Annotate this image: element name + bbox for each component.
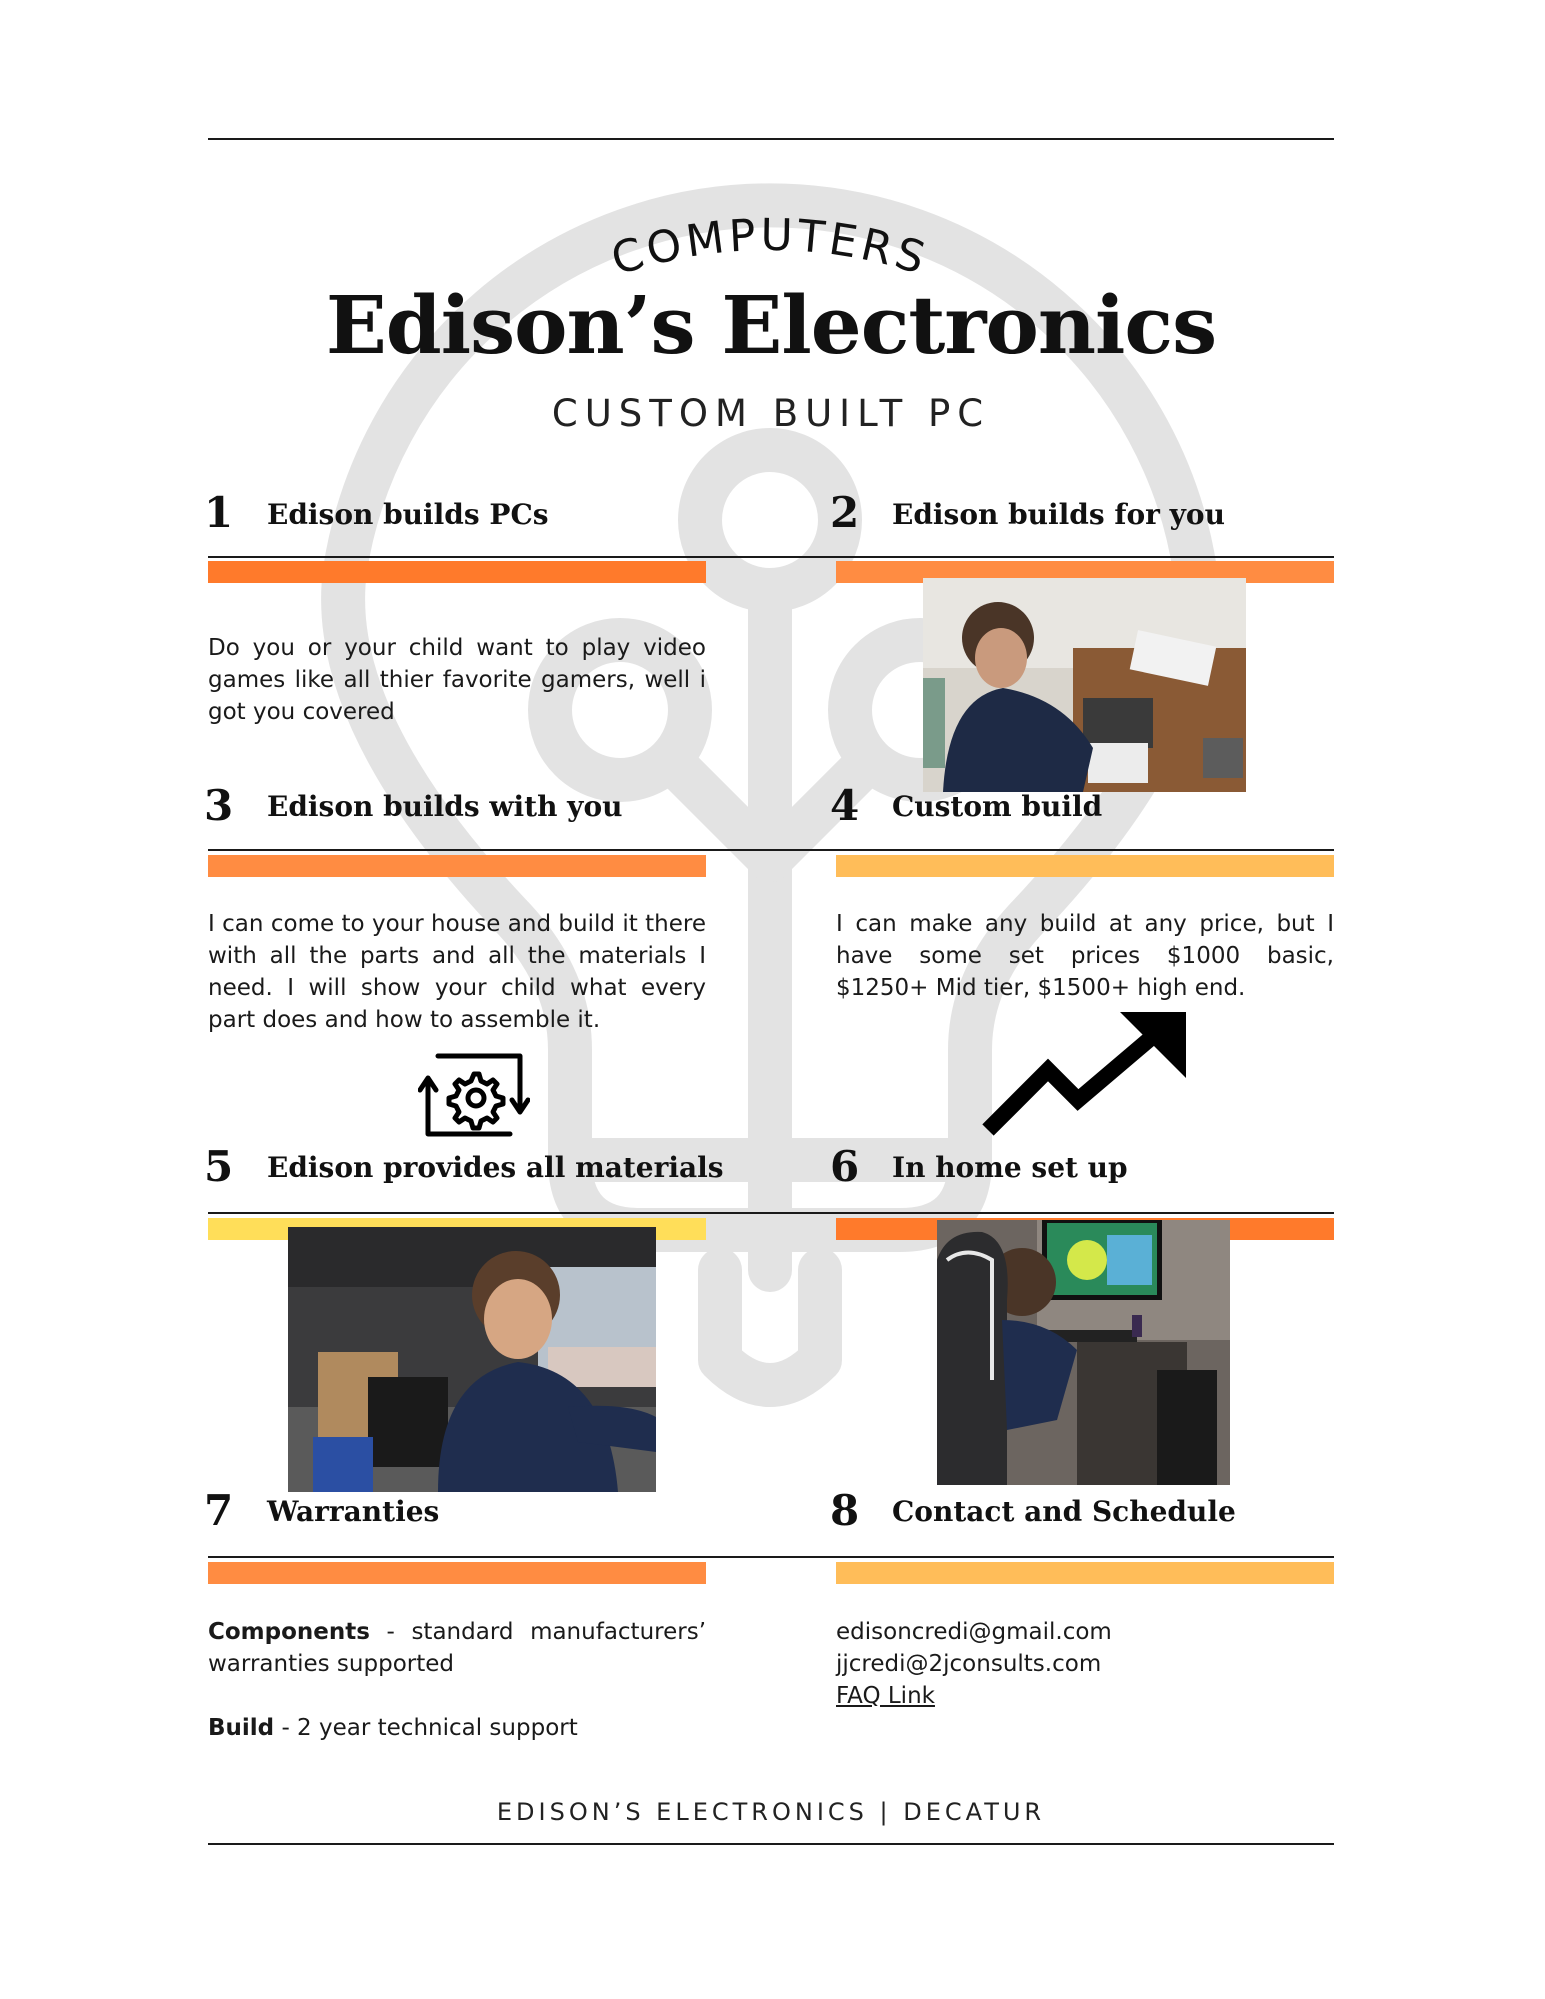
section-4-body: I can make any build at any price, but I have some set prices $1000 basic, $1250+ Mid tier, $1500+ high end.: [836, 911, 1334, 1001]
components-text: - standard manufacturers’ warranties supported: [208, 1619, 706, 1677]
contact-email-1[interactable]: edisoncredi@gmail.com: [836, 1619, 1112, 1645]
section-8-number: 8: [830, 1486, 860, 1535]
svg-text:COMPUTERS: [606, 210, 935, 286]
section-4-number: 4: [830, 781, 860, 830]
photo-materials-car: [288, 1227, 656, 1492]
section-row-2-divider: [208, 849, 1334, 851]
contact-email-2[interactable]: jjcredi@2jconsults.com: [836, 1651, 1102, 1677]
section-3-body: I can come to your house and build it there with all the parts and all the materials I need. I will show your child what every part does and how to assemble it.: [208, 911, 706, 1033]
section-4-title: Custom build: [892, 790, 1103, 823]
section-6-number: 6: [830, 1142, 860, 1191]
page-title: Edison’s Electronics: [325, 278, 1217, 372]
section-1-body: Do you or your child want to play video games like all thier favorite gamers, well i got you covered: [208, 635, 706, 725]
section-row-3-divider: [208, 1212, 1334, 1214]
section-8-bar: [836, 1562, 1334, 1584]
photo-home-setup: [937, 1220, 1230, 1485]
gear-cycle-icon: [418, 1052, 530, 1138]
arc-heading-text: COMPUTERS: [605, 209, 935, 286]
contact-block: [836, 1616, 1334, 1712]
faq-link[interactable]: FAQ Link: [836, 1683, 935, 1709]
section-7-build: [208, 1712, 706, 1744]
section-row-4-divider: [208, 1556, 1334, 1558]
section-3-bar: [208, 855, 706, 877]
section-3-title: Edison builds with you: [267, 790, 623, 823]
section-1-title: Edison builds PCs: [267, 498, 549, 531]
section-7-bar: [208, 1562, 706, 1584]
section-1-number: 1: [204, 488, 234, 537]
page-subtitle: CUSTOM BUILT PC: [551, 392, 991, 435]
build-text: - 2 year technical support: [274, 1715, 578, 1741]
section-5-number: 5: [204, 1142, 234, 1191]
section-7-title: Warranties: [267, 1495, 440, 1528]
section-3-number: 3: [204, 781, 234, 830]
trend-up-arrow-icon: [980, 1012, 1188, 1136]
bottom-divider: [208, 1843, 1334, 1845]
section-4-bar: [836, 855, 1334, 877]
top-divider: [208, 138, 1334, 140]
photo-building-pc: [923, 578, 1246, 792]
section-2-number: 2: [830, 488, 860, 537]
section-row-1-divider: [208, 556, 1334, 558]
section-2-title: Edison builds for you: [892, 498, 1225, 531]
section-1-bar: [208, 561, 706, 583]
section-7-components: [208, 1616, 706, 1680]
section-5-title: Edison provides all materials: [267, 1151, 724, 1184]
components-label: Components: [208, 1619, 370, 1645]
section-7-number: 7: [204, 1486, 234, 1535]
section-8-title: Contact and Schedule: [892, 1495, 1236, 1528]
section-6-title: In home set up: [892, 1151, 1128, 1184]
footer-text: EDISON’S ELECTRONICS | DECATUR: [496, 1798, 1046, 1826]
build-label: Build: [208, 1715, 275, 1741]
